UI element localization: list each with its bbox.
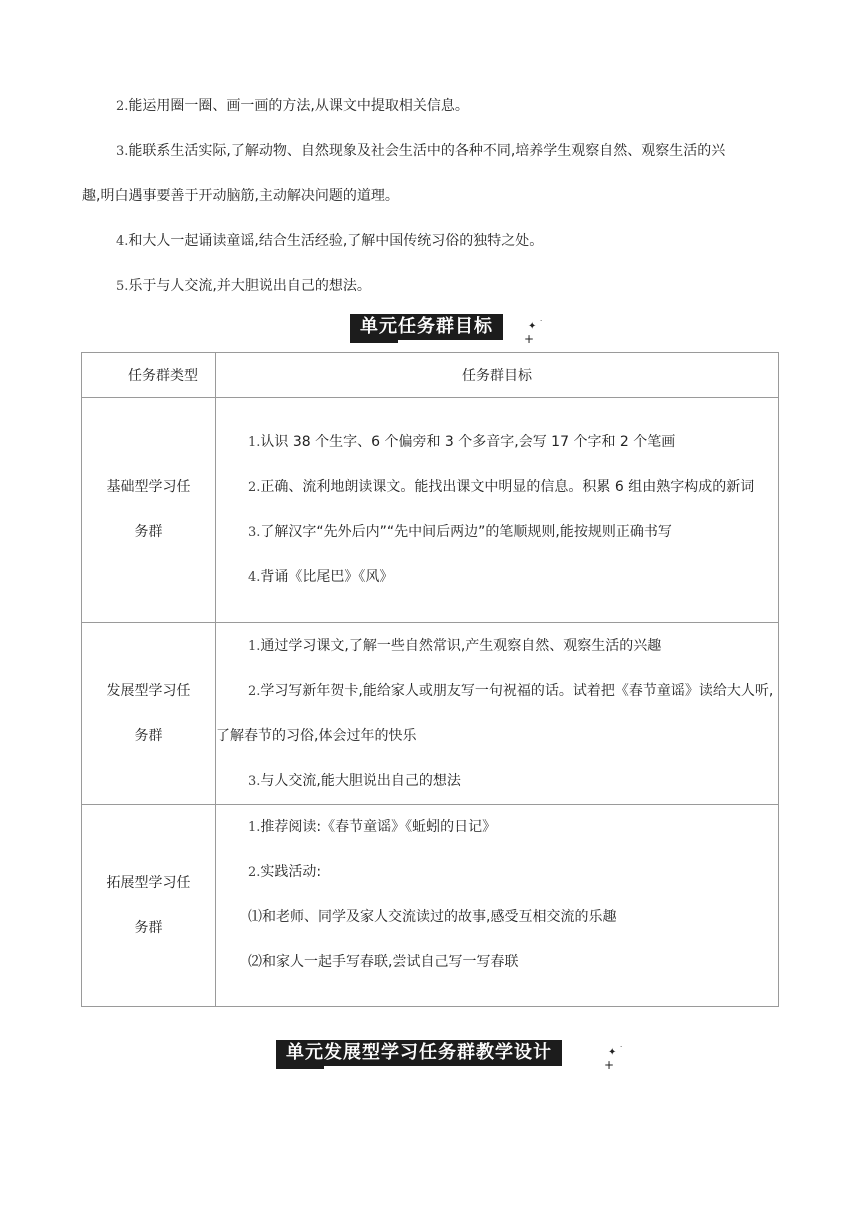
banner-underline: [350, 340, 398, 343]
section-banner-teaching-design: [276, 1040, 623, 1072]
objective-2: [82, 96, 778, 117]
header-goal: 任务群目标: [216, 353, 779, 398]
objective-number: 4.: [116, 234, 129, 249]
goal-item: 2.正确、流利地朗读课文。能找出课文中明显的信息。积累 6 组由熟字构成的新词: [248, 479, 755, 495]
objective-5: [82, 276, 778, 297]
section-banner-task-goals: [350, 314, 543, 346]
type-cell: [82, 623, 216, 805]
sparkle-icon: +: [604, 1058, 615, 1072]
banner-title: 单元发展型学习任务群教学设计: [276, 1040, 562, 1066]
sparkle-icon: ·: [620, 1043, 623, 1051]
goal-item: 1.认识 38 个生字、6 个偏旁和 3 个多音字,会写 17 个字和 2 个笔画: [248, 434, 676, 450]
banner-title: 单元任务群目标: [350, 314, 503, 340]
table-row: [82, 398, 779, 623]
goal-item: 4.背诵《比尾巴》《风》: [248, 569, 394, 585]
table-row: [82, 805, 779, 1007]
type-label: 拓展型学习任: [106, 874, 191, 891]
sparkle-icon: ✦: [608, 1047, 617, 1058]
goal-item: 1.推荐阅读:《春节童谣》《蚯蚓的日记》: [248, 819, 497, 835]
goal-cell: [216, 398, 779, 623]
objective-text-continued: 趣,明白遇事要善于开动脑筋,主动解决问题的道理。: [82, 188, 399, 204]
goal-item: 2.学习写新年贺卡,能给家人或朋友写一句祝福的话。试着把《春节童谣》读给大人听,了解春节的习俗,体会过年的快乐: [216, 682, 774, 744]
type-label: 务群: [134, 919, 163, 936]
objective-text: 能运用圈一圈、画一画的方法,从课文中提取相关信息。: [128, 98, 469, 114]
type-label: 基础型学习任: [106, 479, 191, 495]
objective-3: [82, 141, 778, 162]
goal-item: 1.通过学习课文,了解一些自然常识,产生观察自然、观察生活的兴趣: [248, 637, 662, 654]
objective-number: 2.: [116, 99, 129, 114]
banner-underline: [276, 1066, 324, 1069]
sparkle-icon: ✦: [528, 321, 537, 332]
type-label: 发展型学习任: [106, 682, 191, 699]
type-label: 务群: [134, 727, 163, 744]
objective-number: 5.: [116, 279, 129, 294]
type-cell: [82, 805, 216, 1007]
task-group-table: [81, 352, 779, 1007]
goal-item: ⑴和老师、同学及家人交流读过的故事,感受互相交流的乐趣: [248, 909, 617, 925]
objective-4: [82, 231, 778, 252]
goal-cell: [216, 805, 779, 1007]
sparkle-icon: +: [524, 332, 535, 346]
table-row: [82, 623, 779, 805]
objective-text: 和大人一起诵读童谣,结合生活经验,了解中国传统习俗的独特之处。: [128, 233, 544, 249]
type-label: 务群: [134, 524, 163, 540]
objective-text: 能联系生活实际,了解动物、自然现象及社会生活中的各种不同,培养学生观察自然、观察生活的兴: [128, 143, 726, 159]
objective-3-continued: [82, 186, 778, 206]
goal-cell: [216, 623, 779, 805]
goal-item: 3.了解汉字“先外后内”“先中间后两边”的笔顺规则,能按规则正确书写: [248, 524, 672, 540]
sparkle-icon: ·: [540, 317, 543, 325]
header-type: 任务群类型: [82, 353, 216, 398]
goal-item: 3.与人交流,能大胆说出自己的想法: [248, 772, 461, 789]
table-header-row: [82, 353, 779, 398]
type-cell: [82, 398, 216, 623]
goal-item: ⑵和家人一起手写春联,尝试自己写一写春联: [248, 954, 519, 970]
objective-text: 乐于与人交流,并大胆说出自己的想法。: [128, 278, 371, 294]
objective-number: 3.: [116, 144, 129, 159]
goal-item: 2.实践活动:: [248, 864, 322, 880]
